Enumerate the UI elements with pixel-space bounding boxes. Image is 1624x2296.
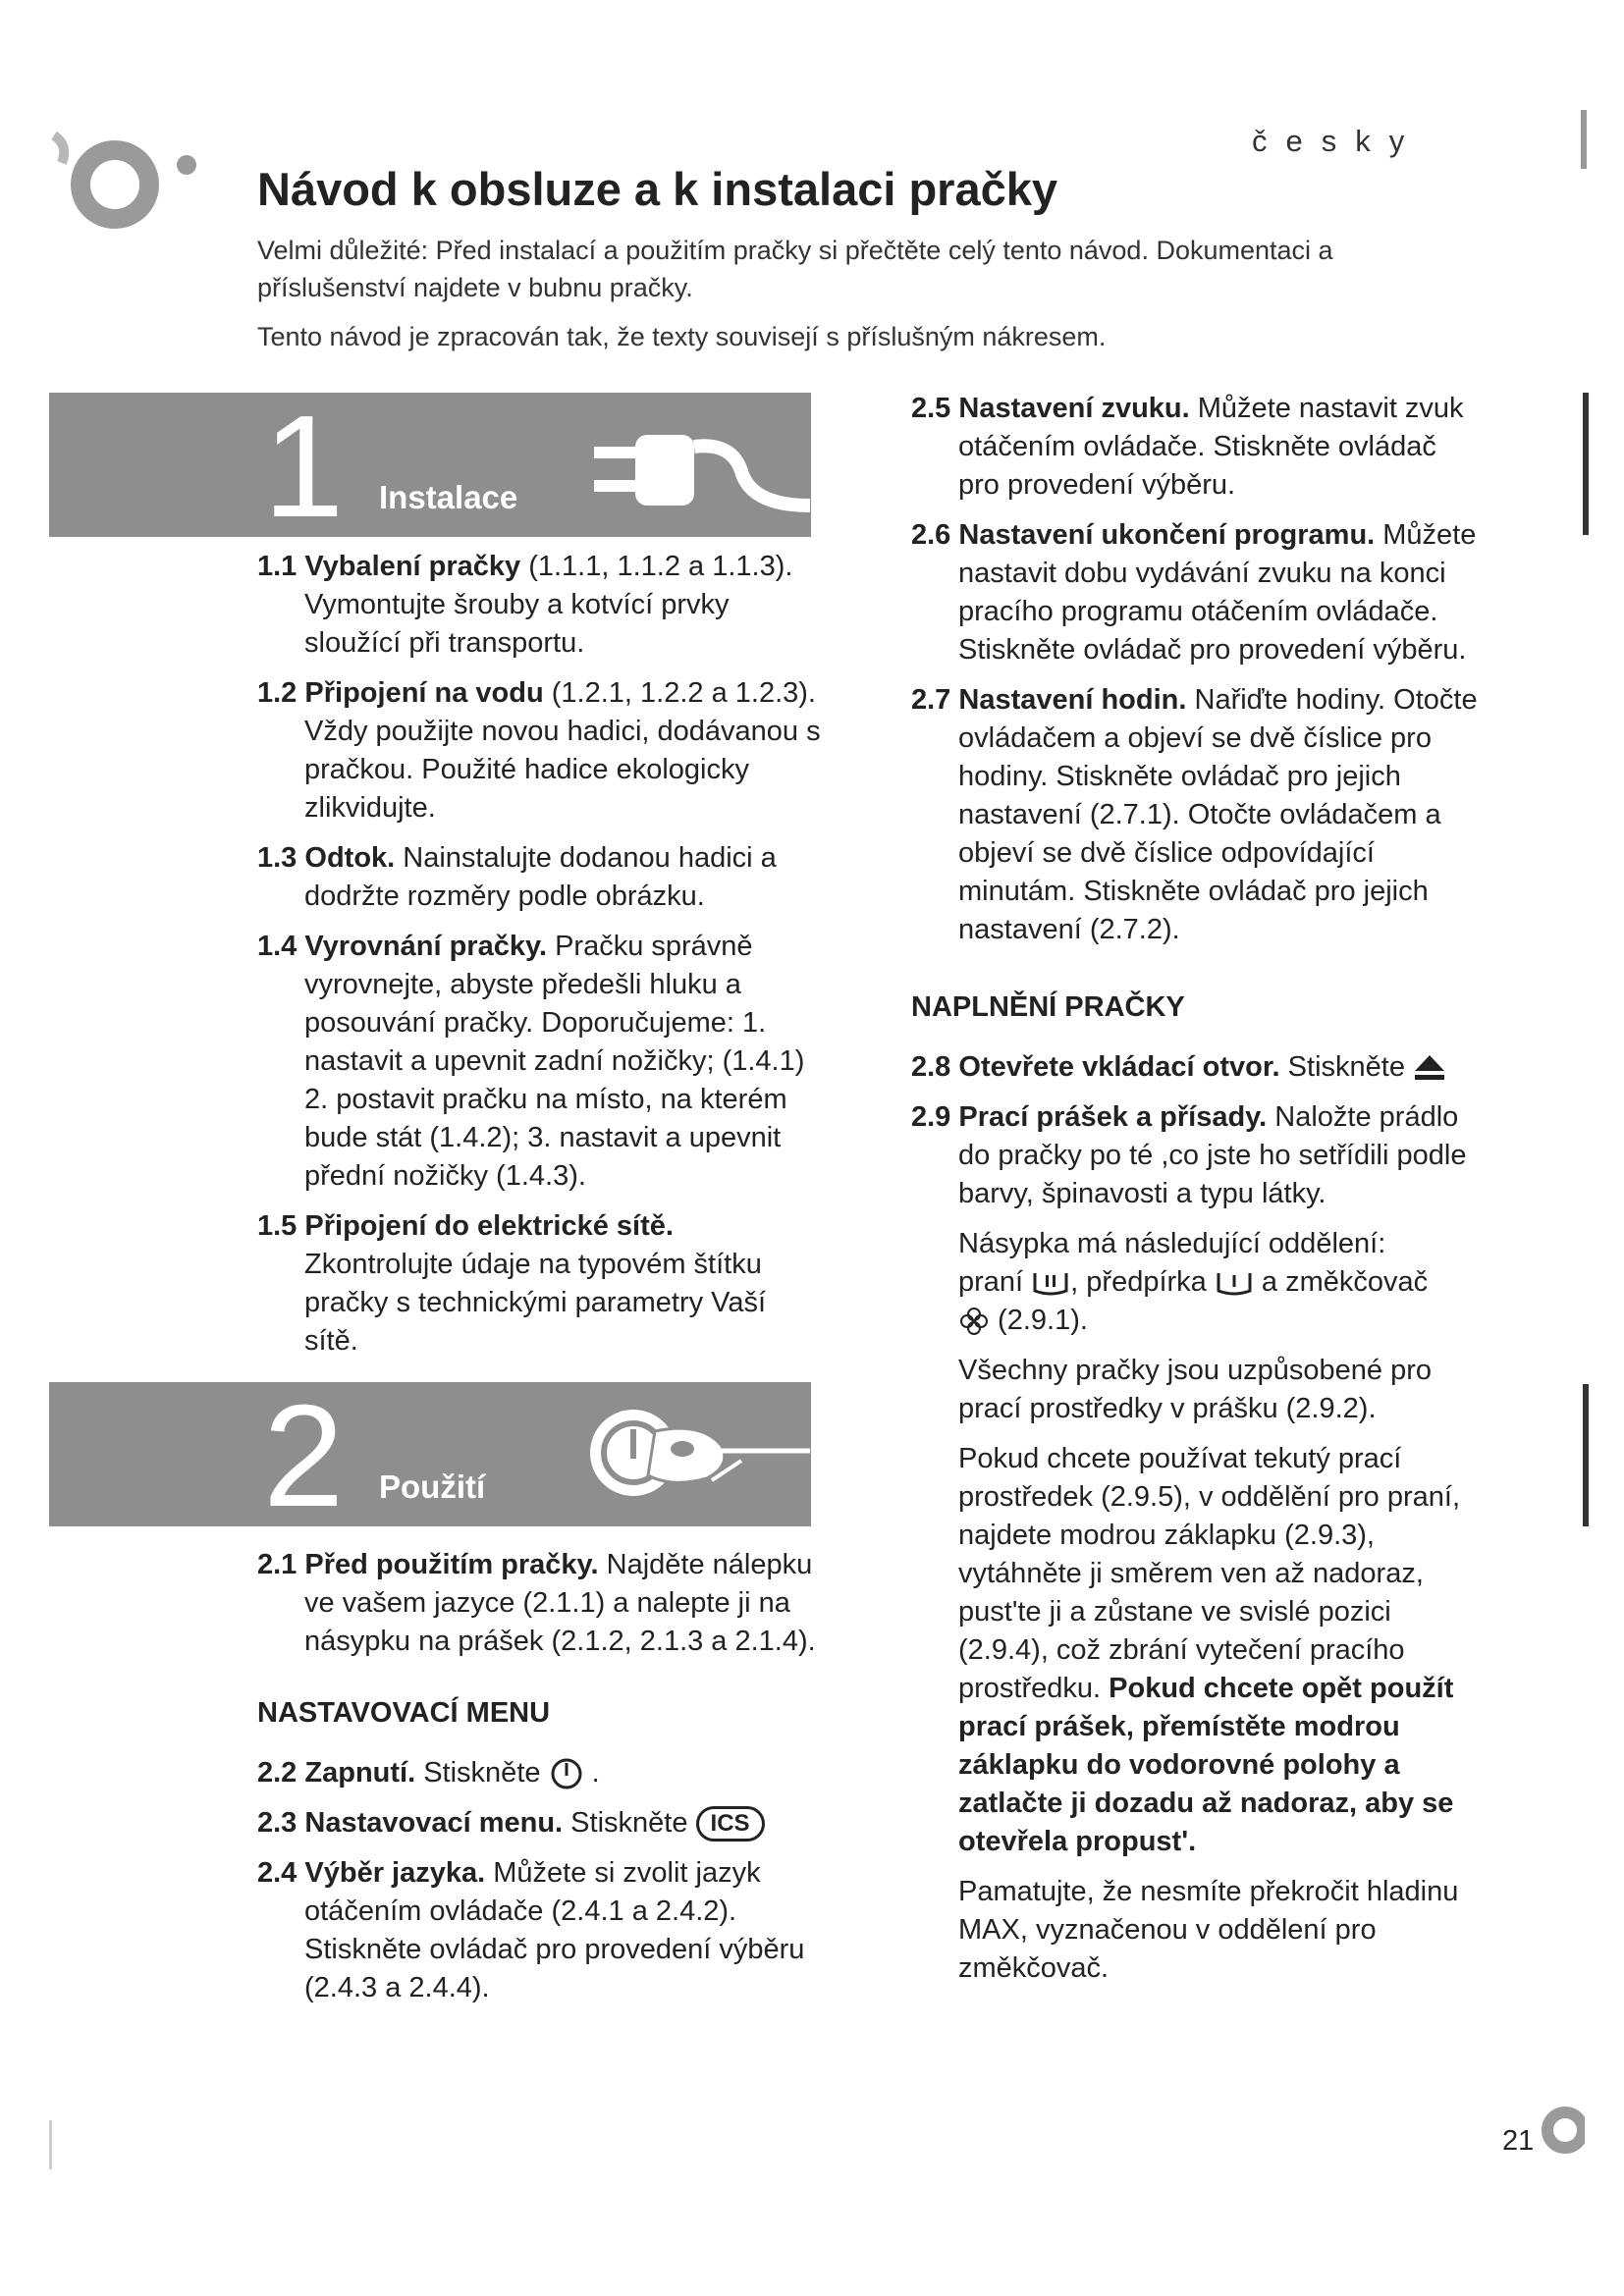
softener-flower-icon: [958, 1306, 990, 1337]
item-title: Vyrovnání pračky.: [304, 931, 548, 962]
section-number: 1: [263, 386, 345, 548]
item-text: Můžete nastavit dobu vydávání zvuku na konci pracího programu otáčením ovládače. Stiskněte ovládač pro provedení výběru.: [958, 519, 1477, 666]
section-heading: NASTAVOVACÍ MENU: [257, 1697, 551, 1729]
item-title: Odtok.: [304, 842, 396, 874]
list-item: [911, 390, 1481, 505]
list-item: [911, 1098, 1481, 1213]
list-item: [911, 681, 1481, 949]
margin-mark: [1581, 110, 1587, 169]
page-title: Návod k obsluze a k instalaci pračky: [257, 163, 1058, 215]
item-title: 2.7: [911, 684, 951, 716]
text: Pokud chcete používat tekutý prací prostředek (2.9.5), v oddělění pro praní, najdete modrou záklapku (2.9.3), vytáhněte ji směrem ven až nadoraz, pust'te ji a zůstane ve svislé pozici (2.9.4), což zbrání vytečení pracího prostředku.: [958, 1443, 1461, 1704]
corner-logo-icon: [1530, 2101, 1585, 2169]
page-number: 21: [1502, 2125, 1535, 2157]
list-item: 2.2 Zapnutí. Stiskněte .: [257, 1754, 827, 1792]
list-item: [911, 1048, 1481, 1087]
item-text: Zkontrolujte údaje na typovém štítku pračky s technickými parametry Vaší sítě.: [304, 1249, 767, 1357]
item-title: 1.2: [257, 677, 298, 709]
intro-paragraph: Tento návod je zpracován tak, že texty souvisejí s příslušným nákresem.: [257, 322, 1107, 351]
item-title: 2.5: [911, 393, 951, 424]
item-title: Prací prášek a přísady.: [958, 1101, 1268, 1133]
item-text: Stiskněte: [1279, 1051, 1405, 1083]
prewash-compartment-icon: [1215, 1269, 1254, 1297]
item-title: Připojení na vodu: [304, 677, 544, 709]
list-item: [257, 1804, 827, 1842]
item-text: (1.1.1, 1.1.2 a 1.1.3). Vymontujte šrouby a kotvící prvky sloužící při transportu.: [304, 551, 793, 659]
item-title: Nastavovací menu.: [304, 1807, 564, 1839]
item-text: Najděte nálepku ve vašem jazyce (2.1.1) a nalepte ji na násypku na prášek (2.1.2, 2.1.3 a 2.1.4).: [304, 1549, 816, 1657]
list-item: [257, 839, 827, 916]
item-title: Otevřete vkládací otvor.: [958, 1051, 1280, 1083]
paragraph-max: Pamatujte, že nesmíte překročit hladinu MAX, vyznačenou v oddělení pro změkčovač.: [958, 1876, 1459, 1984]
power-icon: [549, 1756, 584, 1791]
margin-mark: [49, 2120, 52, 2169]
list-item: [257, 928, 827, 1196]
item-title: Výběr jazyka.: [304, 1857, 486, 1889]
item-title: 1.4: [257, 931, 298, 962]
item-text: Můžete si zvolit jazyk otáčením ovládače (2.4.1 a 2.4.2). Stiskněte ovládač pro provedení výběru (2.4.3 a 2.4.4).: [304, 1857, 805, 2003]
knob-press-icon: [574, 1392, 810, 1520]
section2-content: [257, 1546, 827, 2019]
list-item: [257, 1546, 827, 1661]
item-title: 2.2: [257, 1757, 298, 1789]
item-text: Pračku správně vyrovnejte, abyste předešli hluku a posouvání pračky. Doporučujeme: 1. nastavit a upevnit zadní nožičky; (1.4.1) 2. postavit pračku na místo, na kterém bude stát (1.4.2); 3. nastavit a upevnit přední nožičky (1.4.3).: [304, 931, 805, 1192]
item-title: Vybalení pračky: [304, 551, 521, 582]
item-text: Můžete nastavit zvuk otáčením ovládače. Stiskněte ovládač pro provedení výběru.: [958, 393, 1464, 501]
section1-content: [257, 548, 827, 1372]
list-item: [911, 516, 1481, 669]
eject-icon: [1413, 1053, 1446, 1083]
section-banner-pouziti: [49, 1375, 811, 1537]
item-title: Nastavení ukončení programu.: [958, 519, 1376, 551]
list-item: [257, 1207, 827, 1361]
text: a změkčovač: [1253, 1266, 1429, 1298]
item-text: (1.2.1, 1.2.2 a 1.2.3). Vždy použijte novou hadici, dodávanou s pračkou. Použité hadice ekologicky zlikvidujte.: [304, 677, 821, 824]
item-text: Nainstalujte dodanou hadici a dodržte rozměry podle obrázku.: [304, 842, 777, 912]
ics-button-icon: ICS: [696, 1806, 765, 1842]
item-title: 2.8: [911, 1051, 951, 1083]
language-label: česky: [1252, 124, 1424, 158]
item-title: 1.5: [257, 1210, 298, 1242]
item-title: Nastavení hodin.: [958, 684, 1187, 716]
section-label: Použití: [379, 1468, 486, 1505]
brand-logo-icon: [44, 106, 211, 234]
item-title: 1.3: [257, 842, 298, 874]
paragraph-liquid: [911, 1440, 1481, 1861]
intro: [257, 232, 1475, 367]
item-title: 2.9: [911, 1101, 951, 1133]
section-label: Instalace: [379, 479, 518, 515]
item-title: 2.4: [257, 1857, 298, 1889]
text: , předpírka: [1070, 1266, 1207, 1298]
bold-text: Pokud chcete opět použít prací prášek, přemístěte modrou záklapku do vodorovné polohy a zatlačte ji dozadu až nadoraz, aby se otevřela propust'.: [958, 1673, 1454, 1857]
wash-compartment-icon: [1031, 1269, 1070, 1297]
text: Násypka má následující oddělení:: [958, 1228, 1386, 1259]
item-text: Naložte prádlo do pračky po té ,co jste ho setřídili podle barvy, špinavosti a typu látky.: [958, 1101, 1467, 1209]
item-title: Nastavení zvuku.: [958, 393, 1190, 424]
right-column: [911, 390, 1481, 2000]
plug-icon: [584, 417, 810, 525]
list-item: [257, 1854, 827, 2007]
intro-paragraph: Velmi důležité: Před instalací a použitím pračky si přečtěte celý tento návod. Dokumentaci a příslušenství najdete v bubnu pračky.: [257, 236, 1333, 302]
text: praní: [958, 1266, 1024, 1298]
section-number: 2: [263, 1375, 345, 1537]
section-heading: NAPLNĚNÍ PRAČKY: [911, 991, 1185, 1023]
item-title: Zapnutí.: [304, 1757, 416, 1789]
item-title: 2.1: [257, 1549, 298, 1580]
list-item: [257, 674, 827, 828]
item-text: Nařiďte hodiny. Otočte ovládačem a objeví se dvě číslice pro hodiny. Stiskněte ovládač pro jejich nastavení (2.7.1). Otočte ovládačem a objeví se dvě číslice odpovídající minutám. Stiskněte ovládač pro jejich nastavení (2.7.2).: [958, 684, 1478, 945]
item-text: Stiskněte: [415, 1757, 541, 1789]
item-title: Před použitím pračky.: [304, 1549, 599, 1580]
list-item: [257, 548, 827, 663]
margin-mark: [1583, 393, 1589, 535]
margin-mark: [1583, 1384, 1589, 1526]
item-text: Stiskněte: [563, 1807, 688, 1839]
item-title: 2.3: [257, 1807, 298, 1839]
item-title: Připojení do elektrické sítě.: [304, 1210, 674, 1242]
item-title: 2.6: [911, 519, 951, 551]
paragraph-powder: Všechny pračky jsou uzpůsobené pro prací prostředky v prášku (2.9.2).: [958, 1355, 1433, 1424]
item-title: 1.1: [257, 551, 298, 582]
paragraph-dispenser: [911, 1225, 1481, 1340]
text: (2.9.1).: [990, 1305, 1088, 1336]
section-banner-instalace: [49, 386, 811, 548]
